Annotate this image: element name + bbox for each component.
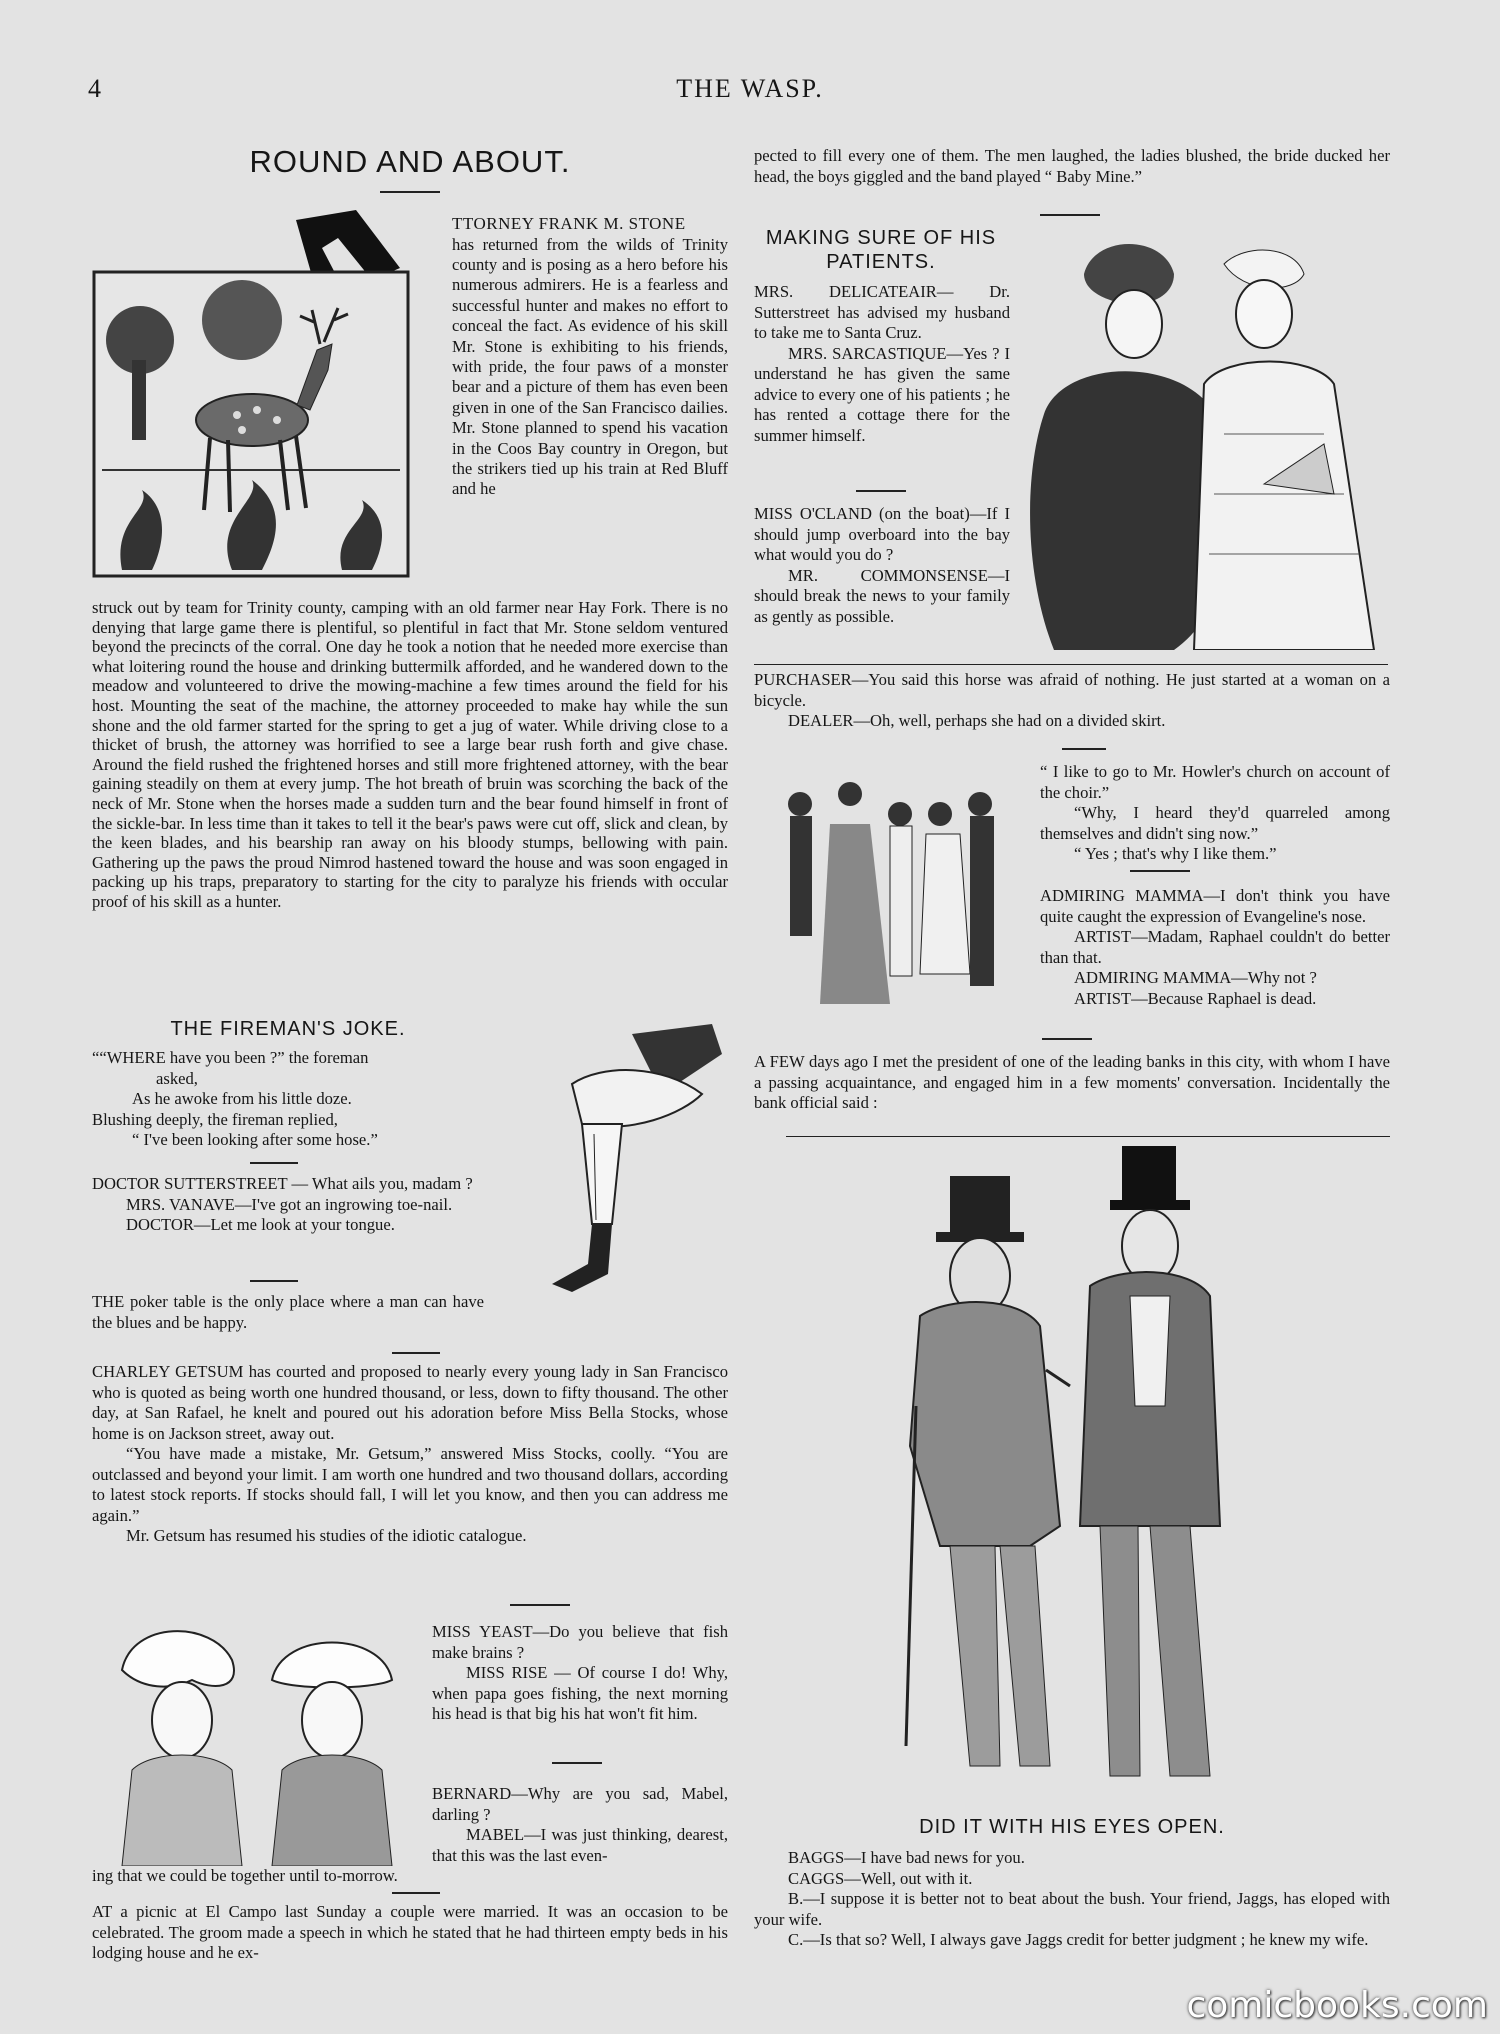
dialogue-line: DOCTOR SUTTERSTREET — What ails you, madam ? [92,1174,473,1193]
divider [392,1352,440,1354]
leg-illustration [512,1024,732,1334]
dialogue-line: ADMIRING MAMMA—I don't think you have quite caught the expression of Evangeline's nose. [1040,886,1390,926]
bernard-end: ing that we could be together until to-morrow. [92,1866,398,1885]
divider [510,1604,570,1606]
divider [1130,870,1190,872]
ladies-illustration [1024,234,1390,650]
dialogue-line: ARTIST—Because Raphael is dead. [1074,988,1317,1008]
divider [552,1762,602,1764]
watermark: comicbooks.com [1186,1985,1488,2026]
page-number: 4 [88,74,101,103]
dialogue-line: ARTIST—Madam, Raphael couldn't do better than that. [1040,927,1390,967]
poem-line: ““WHERE have you been ?” the foreman [92,1048,369,1067]
strollers-illustration [760,764,1024,1018]
divider [1040,214,1100,216]
divider [754,664,1388,665]
fireman-poem [92,1048,492,1151]
dialogue-line: ADMIRING MAMMA—Why not ? [1074,968,1317,987]
dialogue-line: B.—I suppose it is better not to beat about the bush. Your friend, Jaggs, has eloped with your wife. [754,1889,1390,1929]
doctor-dialogue [92,1174,484,1236]
stone-body-wide [92,598,728,912]
poem-line: “ I've been looking after some hose.” [132,1130,378,1149]
poem-line: Blushing deeply, the fireman replied, [92,1109,338,1129]
getsum-story [92,1362,728,1547]
round-about-title: ROUND AND ABOUT. [249,144,571,179]
eyes-caption: DID IT WITH HIS EYES OPEN. [919,1816,1225,1838]
dialogue-line: PURCHASER—You said this horse was afraid of nothing. He just started at a woman on a bicycle. [754,670,1390,710]
getsum-paragraph-3: Mr. Getsum has resumed his studies of the idiotic catalogue. [126,1526,527,1545]
dialogue-line: BAGGS—I have bad news for you. [788,1848,1025,1867]
divider [856,490,906,492]
divider [392,1892,440,1894]
dialogue-line: MR. COMMONSENSE—I should break the news to your family as gently as possible. [754,565,1010,626]
dialogue-line: “ Yes ; that's why I like them.” [1074,844,1277,863]
divider [1062,748,1106,750]
eyes-dialogue [754,1848,1390,1951]
stone-lead: TTORNEY FRANK M. STONE [452,214,686,233]
masthead-title: THE WASP. [676,74,824,103]
dialogue-line: MABEL—I was just thinking, dearest, that this was the last even- [432,1825,728,1865]
picnic-continued: pected to fill every one of them. The men laughed, the ladies blushed, the bride ducked her head, the boys giggled and the band played “ Baby Mine.” [754,146,1390,186]
dialogue-line: BERNARD—Why are you sad, Mabel, darling ? [432,1784,728,1824]
dialogue-line: MISS O'CLAND (on the boat)—If I should jump overboard into the bay what would you do ? [754,504,1010,564]
dialogue-line: MISS YEAST—Do you believe that fish make brains ? [432,1622,728,1662]
gentlemen-illustration [820,1146,1260,1796]
divider [250,1280,298,1282]
dialogue-line: MRS. SARCASTIQUE—Yes ? I understand he has given the same advice to every one of his patients ; he has rented a cottage there for the summer himself. [754,343,1010,445]
girls-illustration [92,1620,422,1866]
dialogue-line: “ I like to go to Mr. Howler's church on account of the choir.” [1040,762,1390,802]
deer-illustration [92,270,410,578]
dialogue-line: MRS. VANAVE—I've got an ingrowing toe-nail. [126,1194,453,1214]
getsum-paragraph-1: CHARLEY GETSUM has courted and proposed to nearly every young lady in San Francisco who is quoted as being worth one hundred thousand, or less, down to fifty thousand. The other day, at San Rafael, he knelt and poured out his adoration before Miss Bella Stocks, whose home is on Jackson street, away out. [92,1362,728,1443]
divider [380,191,440,193]
divider [786,1136,1390,1137]
picnic-story: AT a picnic at El Campo last Sunday a couple were married. It was an occasion to be celebrated. The groom made a speech in which he stated that he had thirteen empty beds in his lodging house and he ex- [92,1902,728,1962]
bernard-dialogue [432,1784,728,1866]
patients-title: MAKING SURE OF HIS PATIENTS. [765,227,997,273]
dialogue-line: MISS RISE — Of course I do! Why, when papa goes fishing, the next morning his head is that big his hat won't fit him. [432,1663,728,1723]
dialogue-line: CAGGS—Well, out with it. [788,1868,973,1888]
ocland-dialogue [754,504,1010,627]
fireman-title: THE FIREMAN'S JOKE. [170,1018,406,1040]
poem-line: asked, [156,1068,198,1088]
patients-dialogue [754,282,1010,446]
dialogue-line: MRS. DELICATEAIR— Dr. Sutterstreet has advised my husband to take me to Santa Cruz. [754,282,1010,342]
choir-dialogue [1040,762,1390,865]
mamma-dialogue [1040,886,1390,1009]
divider [1042,1038,1092,1040]
dialogue-line: C.—Is that so? Well, I always gave Jaggs credit for better judgment ; he knew my wife. [788,1930,1369,1949]
poem-line: As he awoke from his little doze. [132,1089,352,1108]
yeast-dialogue [432,1622,728,1725]
dialogue-line: DOCTOR—Let me look at your tongue. [126,1215,395,1234]
poker-item: THE poker table is the only place where a man can have the blues and be happy. [92,1292,484,1332]
dialogue-line: “Why, I heard they'd quarreled among themselves and didn't sing now.” [1040,803,1390,843]
banker-story: A FEW days ago I met the president of one of the leading banks in this city, with whom I have a passing acquaintance, and engaged him in a few moments' conversation. Incidentally the bank official said : [754,1052,1390,1112]
divider [250,1162,298,1164]
getsum-paragraph-2: “You have made a mistake, Mr. Getsum,” answered Miss Stocks, coolly. “You are outclassed and beyond your limit. I am worth one hundred and two thousand dollars, according to latest stock reports. If stocks should fall, I will let you know, and then you can address me again.” [92,1444,728,1525]
horse-dialogue [754,670,1390,732]
stone-body-continued: struck out by team for Trinity county, camping with an old farmer near Hay Fork. There is no denying that large game there is plentiful, so plentiful in fact that Mr. Stone seldom ventured beyond the precincts of the corral. One day he took a notion that he needed more exercise than what loitering round the house and drinking buttermilk afforded, and he wandered down to the meadow and volunteered to drive the mowing-machine a few times around the field for his host. Mounting the seat of the machine, the attorney proceeded to make hay while the sun shone and the old farmer started for the spring to get a jug of water. While driving close to a thicket of brush, the attorney was horrified to see a large bear rush forth and give chase. Around the field rushed the frightened horses and still more frightened attorney, with the bear gaining steadily on them at every jump. The hot breath of bruin was scorching the back of the neck of Mr. Stone when the horses made a sudden turn and the bear found himself in front of the sickle-bar. In less time than it takes to tell it the bear's paws were cut off, slick and clean, by the keen blades, and his bearship ran away on his bloody stumps, bellowing with pain. Gathering up the paws the proud Nimrod hastened toward the house and was soon engaged in packing up his traps, preparatory to starting for the city to paralyze his friends with occular proof of his skill as a hunter. [92,598,728,911]
dialogue-line: DEALER—Oh, well, perhaps she had on a divided skirt. [788,711,1166,730]
stone-body: has returned from the wilds of Trinity county and is posing as a hero before his numerous admirers. He is a fearless and successful hunter and makes no effort to conceal the fact. As evidence of his skill Mr. Stone is exhibiting to his friends, with pride, the four paws of a monster bear and a picture of them has even been given in one of the San Francisco dailies. Mr. Stone planned to spend his vacation in the Coos Bay country in Oregon, but the strikers tied up his train at Red Bluff and he [452,234,728,499]
stone-column-narrow [452,214,728,500]
